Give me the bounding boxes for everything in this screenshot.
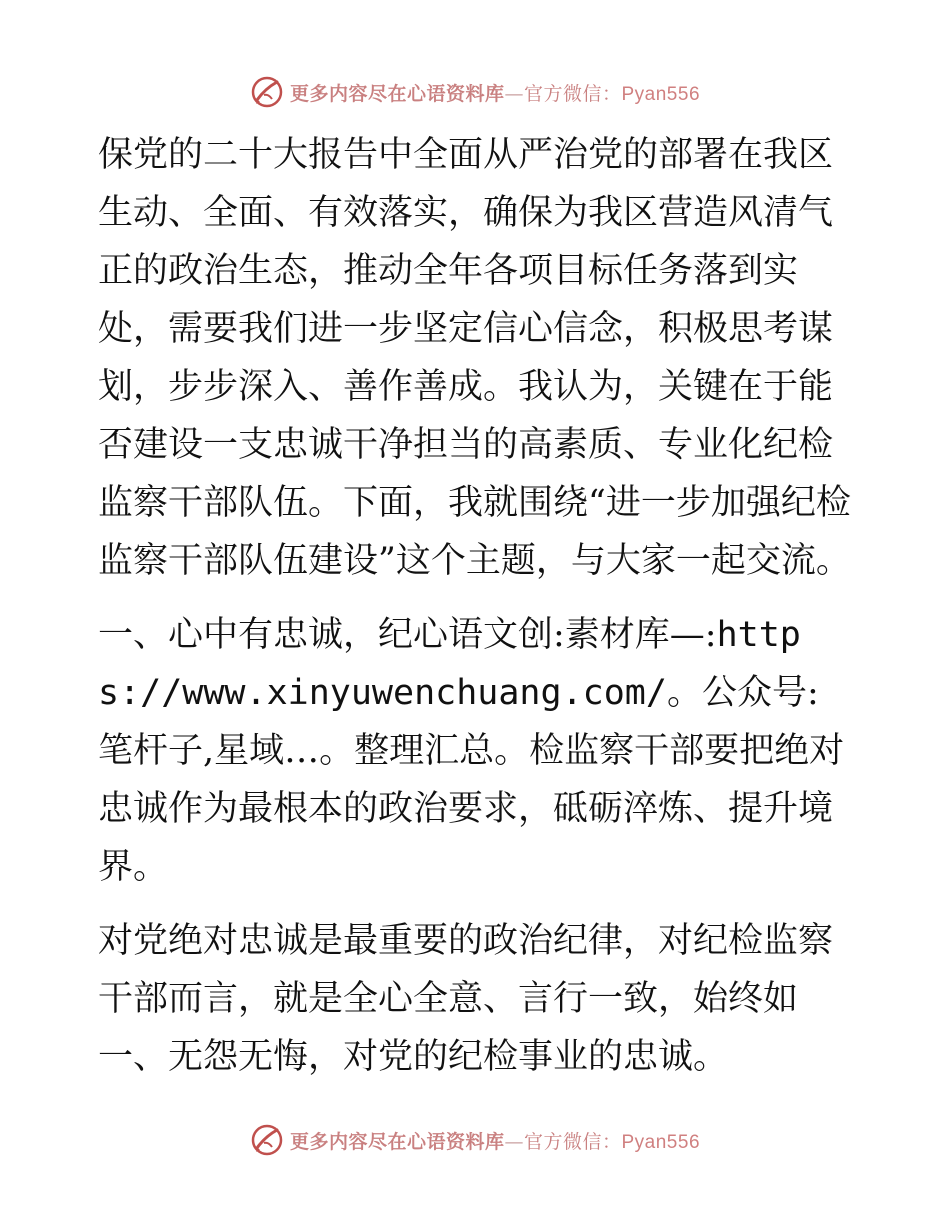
document-body [98,126,858,1086]
pen-logo-icon [250,1123,284,1157]
banner-wechat-id: Pyan556 [621,83,701,105]
banner-dash-bottom: — [504,1130,524,1153]
banner-wechat-label-bottom: 官方微信： [523,1130,622,1153]
banner-text [290,79,700,106]
banner-wechat-label: 官方微信： [523,82,622,105]
banner-text-bottom [290,1127,700,1154]
paragraph-intro: 保党的二十大报告中全面从严治党的部署在我区生动、全面、有效落实，确保为我区营造风清气正的政治生态，推动全年各项目标任务落到实处，需要我们进一步坚定信心信念，积极思考谋划，步步深入、善作善成。我认为，关键在于能否建设一支忠诚干净担当的高素质、专业化纪检监察干部队伍。下面，我就围绕“进一步加强纪检监察干部队伍建设”这个主题，与大家一起交流。 [98,135,851,581]
banner-main-text: 更多内容尽在心语资料库 [289,82,505,105]
banner-inner [250,75,700,109]
banner-wechat-id-bottom: Pyan556 [621,1131,701,1153]
header-watermark-banner [0,72,950,112]
section-one-url: https://www.xinyuwenchuang.com/ [98,615,801,713]
paragraph-section-one [98,606,858,896]
section-one-rest: 。公众号: 笔杆子,星域…。整理汇总。检监察干部要把绝对忠诚作为最根本的政治要求，砥砺淬炼、提升境界。 [98,673,845,887]
section-one-heading: 一、心中有忠诚，纪心语文创:素材库—: [98,615,717,655]
banner-inner-bottom [250,1123,700,1157]
banner-dash: — [504,82,524,105]
paragraph-loyalty: 对党绝对忠诚是最重要的政治纪律，对纪检监察干部而言，就是全心全意、言行一致，始终如一、无怨无悔，对党的纪检事业的忠诚。 [98,921,834,1077]
pen-logo-icon [250,75,284,109]
footer-watermark-banner [0,1120,950,1160]
banner-main-text-bottom: 更多内容尽在心语资料库 [289,1130,505,1153]
